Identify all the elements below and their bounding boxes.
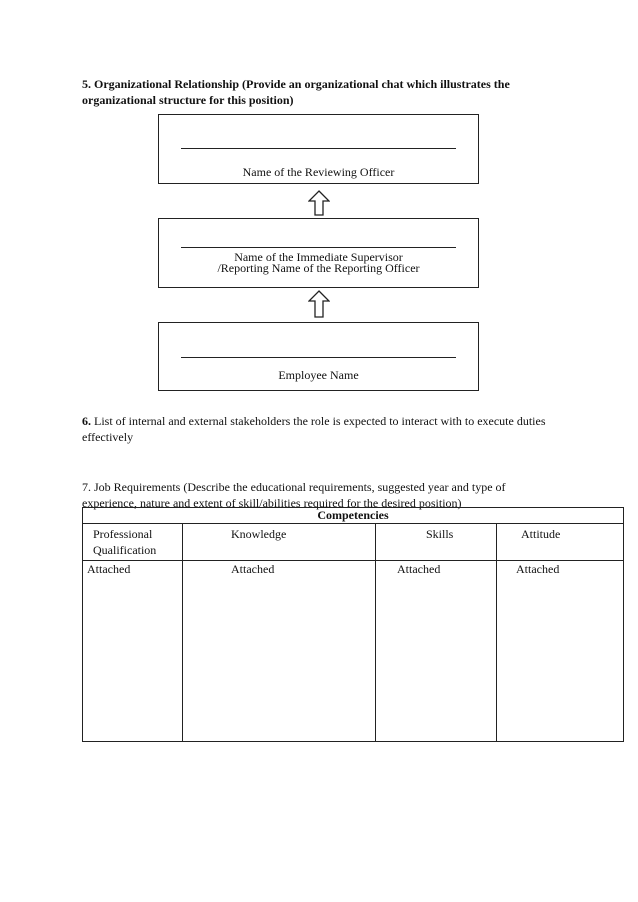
up-arrow-icon bbox=[308, 190, 330, 216]
supervisor-signature-line bbox=[181, 247, 456, 248]
reviewing-officer-box bbox=[158, 114, 479, 184]
competencies-title: Competencies bbox=[83, 508, 624, 524]
header-label: Attitude bbox=[521, 527, 561, 541]
employee-signature-line bbox=[181, 357, 456, 358]
section-6-text: List of internal and external stakeholders the role is expected to interact with to execute duties effectively bbox=[82, 414, 546, 444]
section-5-number: 5. bbox=[82, 77, 91, 91]
value-professional-qualification bbox=[83, 561, 183, 742]
reviewing-officer-signature-line bbox=[181, 148, 456, 149]
header-skills bbox=[376, 524, 497, 561]
header-knowledge bbox=[183, 524, 376, 561]
up-arrow-icon bbox=[308, 290, 330, 318]
supervisor-label-line2: /Reporting Name of the Reporting Officer bbox=[217, 261, 420, 275]
reviewing-officer-label: Name of the Reviewing Officer bbox=[242, 165, 395, 179]
section-5-title: Organizational Relationship (Provide an organizational chat which illustrates the organizational structure for this position) bbox=[82, 77, 510, 107]
header-label: Professional Qualification bbox=[93, 527, 157, 557]
cell-value: Attached bbox=[516, 562, 560, 576]
value-attitude bbox=[497, 561, 624, 742]
section-5-heading bbox=[82, 76, 552, 108]
employee-box bbox=[158, 322, 479, 391]
section-6-number: 6. bbox=[82, 414, 91, 428]
cell-value: Attached bbox=[231, 562, 275, 576]
cell-value: Attached bbox=[87, 562, 131, 576]
employee-label: Employee Name bbox=[278, 368, 359, 382]
supervisor-label-line1: Name of the Immediate Supervisor bbox=[234, 250, 403, 264]
value-skills bbox=[376, 561, 497, 742]
header-label: Knowledge bbox=[231, 527, 287, 541]
cell-value: Attached bbox=[397, 562, 441, 576]
value-knowledge bbox=[183, 561, 376, 742]
section-6 bbox=[82, 413, 552, 445]
competencies-table bbox=[82, 507, 624, 742]
immediate-supervisor-box bbox=[158, 218, 479, 288]
header-label: Skills bbox=[426, 527, 454, 541]
section-7: 7. Job Requirements (Describe the educational requirements, suggested year and type of experience, nature and extent of skill/abilities required for the desired position) bbox=[82, 480, 506, 510]
header-attitude bbox=[497, 524, 624, 561]
header-professional-qualification bbox=[83, 524, 183, 561]
